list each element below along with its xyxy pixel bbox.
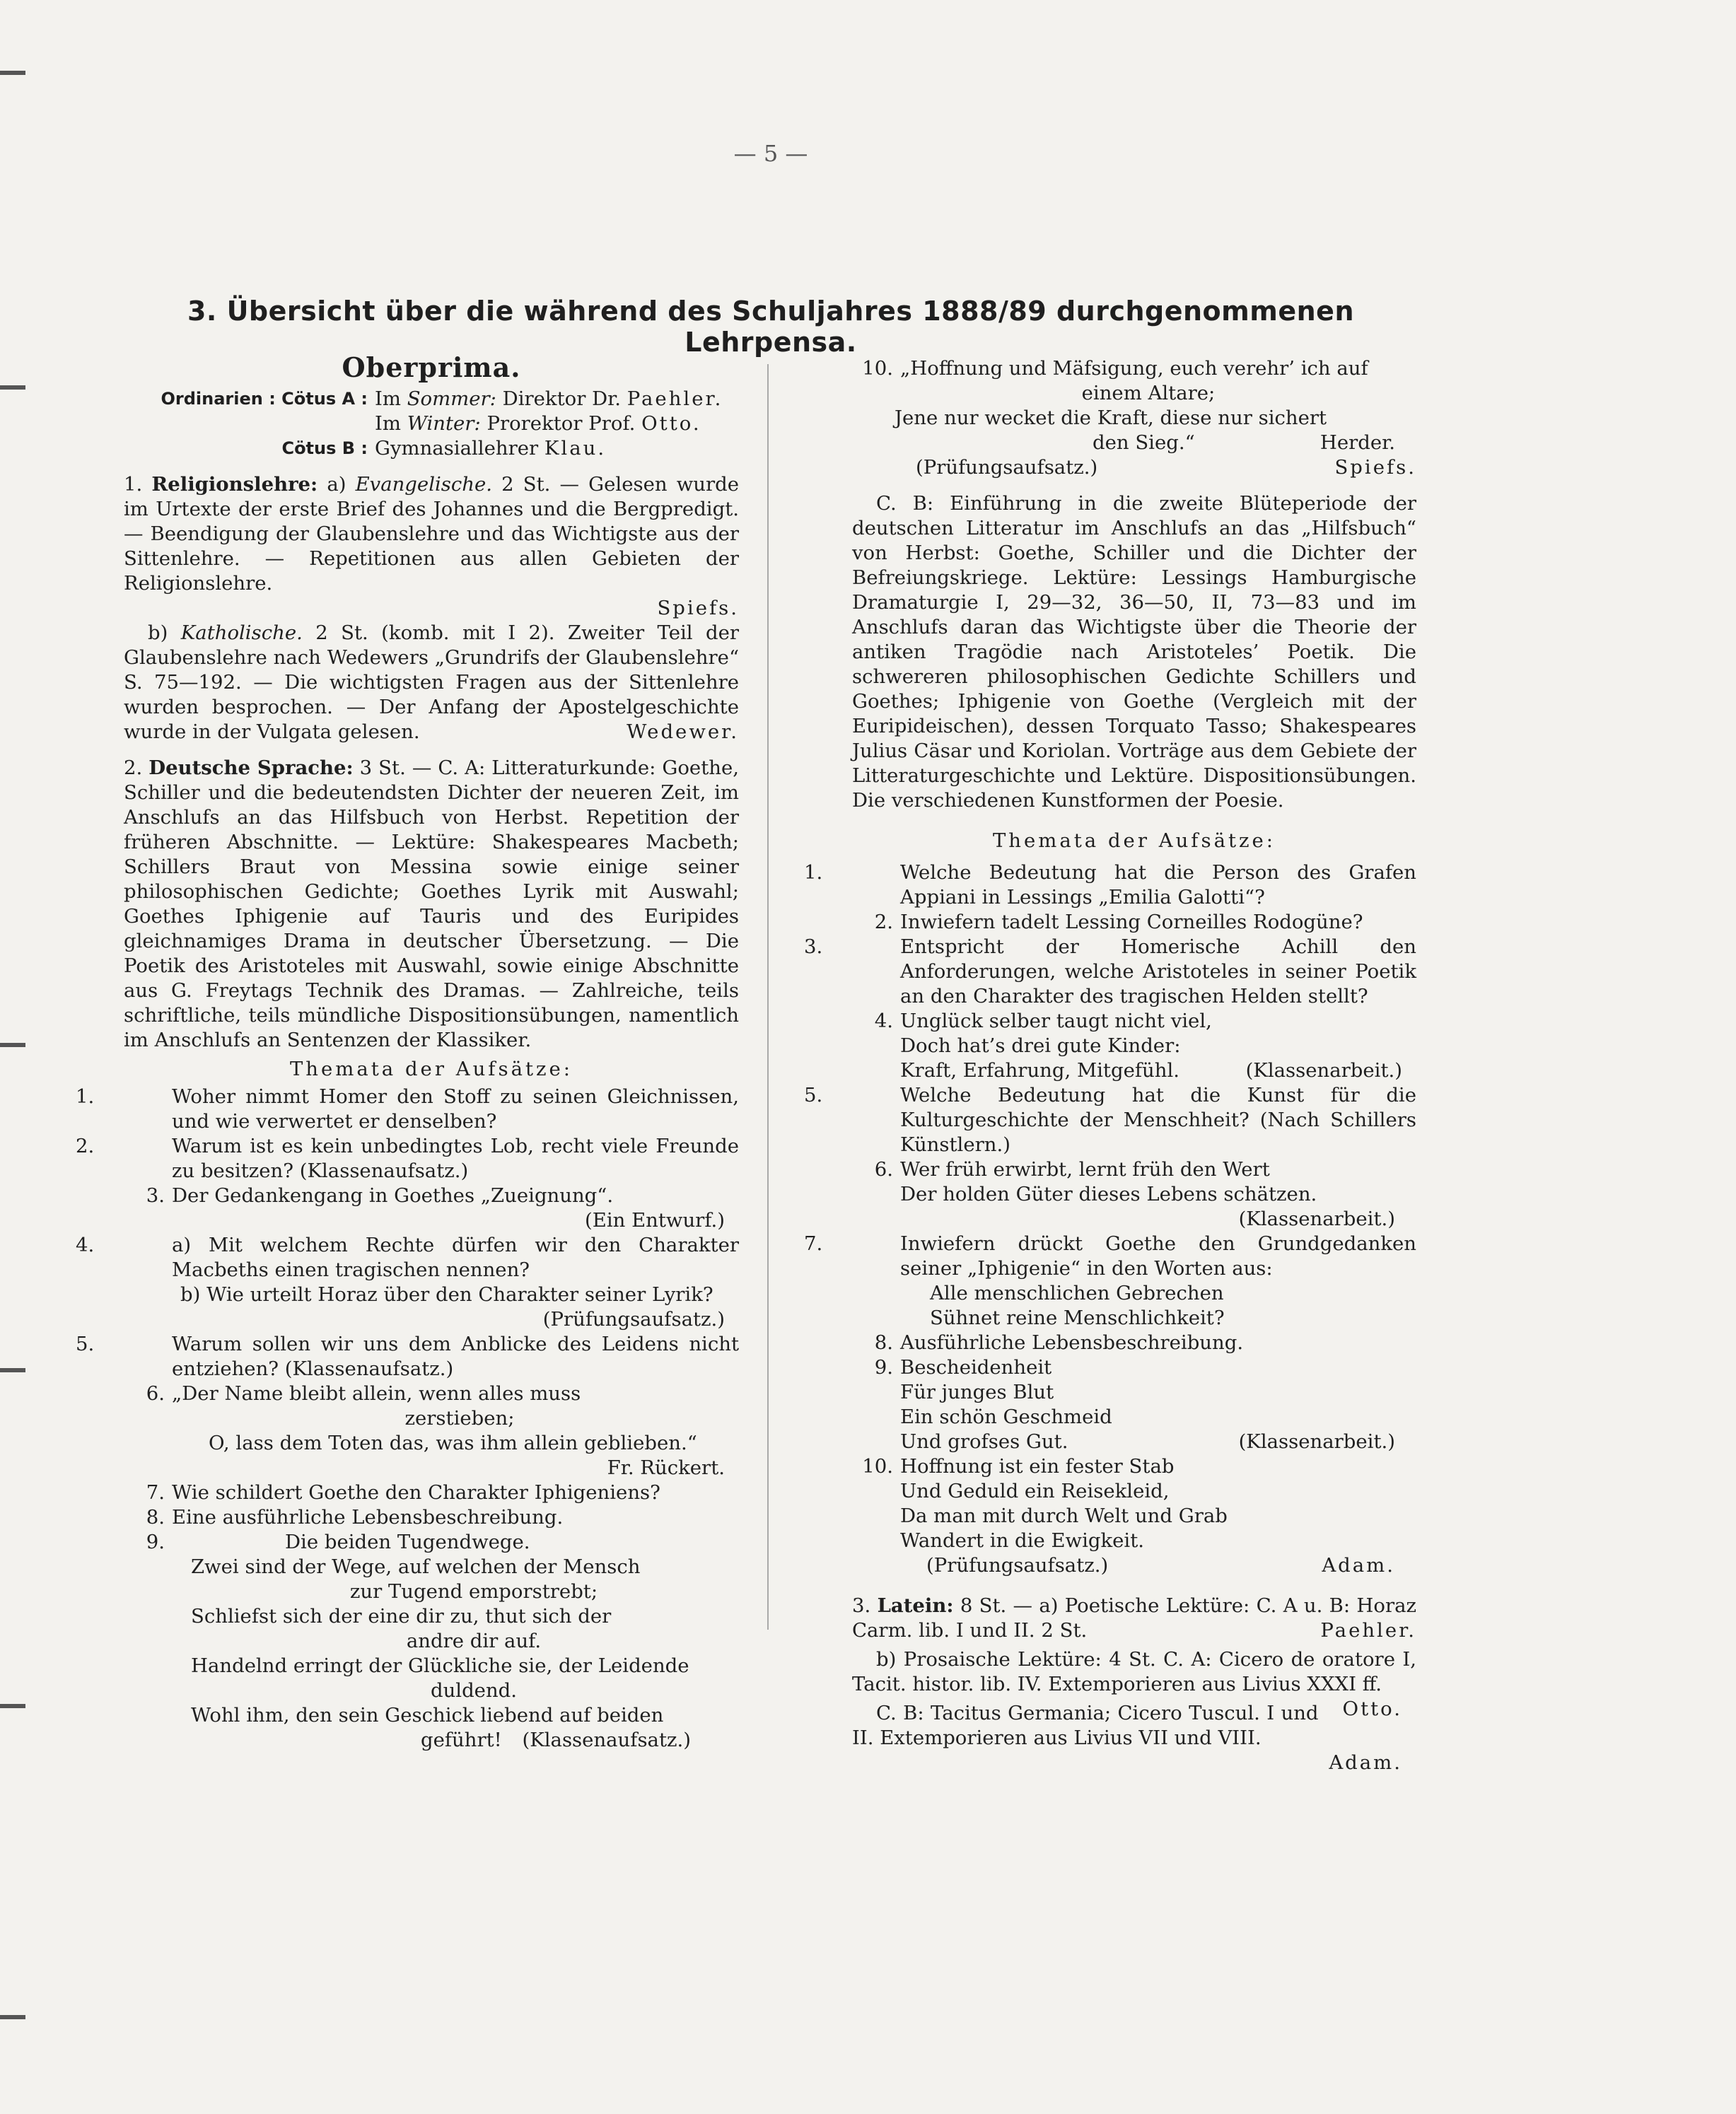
list-item: 8. Eine ausführliche Lebensbeschreibung. bbox=[146, 1506, 564, 1529]
list-item: 10. „Hoffnung und Mäfsigung, euch verehr’ ich auf bbox=[862, 357, 1368, 380]
subject-title: Deutsche Sprache: bbox=[148, 757, 354, 779]
binder-mark bbox=[0, 1704, 25, 1708]
themata-heading: Themata der Aufsätze: bbox=[289, 1058, 573, 1080]
teacher-name: Spiefs. bbox=[657, 597, 739, 619]
teacher-name: Klau. bbox=[544, 437, 607, 460]
religion-section: 1. Religionslehre: a) Evangelische. 2 St. — Gelesen wurde im Urtexte der erste Brief des Johannes und die Bergpredigt. — Beendigung der Glaubenslehre und das Wichtigste aus der Sittenlehre. — Repetitionen aus allen Gebieten der Religionslehre. bbox=[124, 473, 739, 595]
list-item: 1. Welche Bedeutung hat die Person des Grafen Appiani in Lessings „Emilia Galotti“? bbox=[804, 861, 1416, 909]
subject-title: Religionslehre: bbox=[151, 473, 318, 496]
list-item: 2. Warum ist es kein unbedingtes Lob, recht viele Freunde zu besitzen? (Klassenaufsatz.) bbox=[76, 1135, 739, 1182]
themata-list: 1. Woher nimmt Homer den Stoff zu seinen Gleichnissen, und wie verwertet er denselben? 2. Warum ist es kein unbedingtes Lob, recht viele Freunde zu besitzen? (Klassenaufsatz.) 3. Der Gedankengang in Goethes „Zueignung“. (Ein Entwurf.) 4. a) Mit welchem Rechte dürfen wir den Charakter Macbeths einen tragischen nennen? b) Wie urteilt Horaz über den Charakter seiner Lyrik? (Prüfungsaufsatz.) 5. Warum sollen wir uns dem Anblicke des Leidens nicht entziehen? (Klassenaufsatz.) 6. „Der Name bleibt allein, wenn alles muss zerstieben; O, lass dem Toten das, was ihm allein geblieben.“ Fr. Rückert. 7. Wie schildert Goethe den Charakter Iphigeniens? 8. Eine ausführliche Lebensbeschreibung. 9. Die beiden Tugendwege. Zwei sind der Wege, auf welchen der Mensch zur Tugend emporstrebt; Schliefst sich der eine dir zu, thut sich der andre dir auf. Handelnd erringt der Glückliche sie, der Leidende duldend. Wohl ihm, den sein Geschick liebend auf beiden geführt! (Klassenaufsatz.) bbox=[76, 1085, 739, 1751]
list-item: 9. Die beiden Tugendwege. bbox=[146, 1531, 530, 1553]
themata-list: 1. Welche Bedeutung hat die Person des Grafen Appiani in Lessings „Emilia Galotti“? 2. Inwiefern tadelt Lessing Corneilles Rodogüne? 3. Entspricht der Homerische Achill den Anforderungen, welche Aristoteles in seiner Poetik an den Charakter des tragischen Helden stellt? 4. Unglück selber taugt nicht viel, Doch hat’s drei gute Kinder: Kraft, Erfahrung, Mitgefühl. (Klassenarbeit.) 5. Welche Bedeutung hat die Kunst für die Kulturgeschichte der Menschheit? (Nach Schillers Künstlern.) 6. Wer früh erwirbt, lernt früh den Wert Der holden Güter dieses Lebens schätzen. (Klassenarbeit.) 7. Inwiefern drückt Goethe den Grundgedanken seiner „Iphigenie“ in den Worten aus: Alle menschlichen Gebrechen Sühnet reine Menschlichkeit? 8. Ausführliche Lebensbeschreibung. 9. Bescheidenheit Für junges Blut Ein schön Geschmeid Und grofses Gut. (Klassenarbeit.) 10. Hoffnung ist ein fester Stab Und Geduld ein Reisekleid, Da man mit durch Welt und Grab Wandert in die Ewigkeit. (Prüfungsaufsatz.) Adam. bbox=[804, 861, 1416, 1577]
list-item: 9. Bescheidenheit bbox=[874, 1356, 1052, 1379]
cotus-b-label: Cötus B : bbox=[281, 438, 368, 458]
list-item: 2. Inwiefern tadelt Lessing Corneilles Rodogüne? bbox=[874, 911, 1363, 933]
teacher-name: Wedewer. bbox=[627, 720, 739, 743]
deutsch-cb-text: C. B: Einführung in die zweite Blüteperiode der deutschen Litteratur im Anschlufs an das „Hilfsbuch“ von Herbst: Goethe, Schiller und die Dichter der Befreiungskriege. Lektüre: Lessings Hamburgische Dramaturgie I, 29—32, 36—50, II, 73—83 und im Anschlufs daran das Wichtigste über die Theorie der antiken Tragödie nach Aristoteles’ Poetik. Die schwereren philosophischen Gedichte Schillers und Goethes; Iphigenie von Goethe (Vergleich mit der Euripideischen), dessen Torquato Tasso; Shakespeares Julius Cäsar und Koriolan. Vorträge aus dem Gebiete der Litteraturgeschichte und Lektüre. Dispositionsübungen. Die verschiedenen Kunstformen der Poesie. bbox=[852, 492, 1416, 812]
binder-mark bbox=[0, 71, 25, 75]
section-heading: 3. Übersicht über die während des Schuljahres 1888/89 durchgenommenen Lehrpensa. bbox=[187, 296, 1355, 358]
list-item: 7. Inwiefern drückt Goethe den Grundgedanken seiner „Iphigenie“ in den Worten aus: bbox=[804, 1232, 1416, 1280]
teacher-name: Paehler. bbox=[627, 387, 723, 410]
deutsch-section: 2. Deutsche Sprache: 3 St. — C. A: Litteraturkunde: Goethe, Schiller und die bedeutendsten Dichter der neueren Zeit, im Anschlufs an das Hilfsbuch von Herbst. Repetition der früheren Abschnitte. — Lektüre: Shakespeares Macbeth; Schillers Braut von Messina sowie einige seiner philosophischen Gedichte; Goethes Lyrik mit Auswahl; Goethes Iphigenie auf Tauris und des Euripides gleichnamiges Drama in deutscher Übersetzung. — Die Poetik des Aristoteles mit Auswahl, sowie einige Abschnitte aus G. Freytags Technik des Dramas. — Zahlreiche, teils schriftliche, teils mündliche Dispositionsübungen, namentlich im Anschlufs an Sentenzen der Klassiker. bbox=[124, 757, 739, 1051]
latein-b: b) Prosaische Lektüre: 4 St. C. A: Cicero de oratore I, Tacit. histor. lib. IV. Extemporieren aus Livius XXXI ff. Otto. bbox=[852, 1648, 1416, 1720]
binder-mark bbox=[0, 1368, 25, 1372]
religion-b: b) Katholische. 2 St. (komb. mit I 2). Zweiter Teil der Glaubenslehre nach Wedewers „Grundrifs der Glaubenslehre“ S. 75—192. — Die wichtigsten Fragen aus der Sittenlehre wurden besprochen. — Der Anfang der Apostelgeschichte wurde in der Vulgata gelesen. Wedewer. bbox=[124, 621, 739, 743]
list-item: 6. Wer früh erwirbt, lernt früh den Wert bbox=[874, 1158, 1270, 1181]
list-item: 6. „Der Name bleibt allein, wenn alles muss bbox=[146, 1382, 581, 1405]
page-number: — 5 — bbox=[733, 140, 808, 167]
ordinarien-block: Ordinarien : Cötus A : Im Sommer: Direktor Dr. Paehler. Im Winter: Prorektor Prof. Otto. Cötus B : Gymnasiallehrer Klau. bbox=[124, 387, 739, 461]
binder-mark bbox=[0, 385, 25, 390]
latein-cb: C. B: Tacitus Germania; Cicero Tuscul. I und II. Extemporieren aus Livius VII und VIII. bbox=[852, 1702, 1319, 1749]
author-name: Herder. bbox=[1320, 431, 1395, 454]
teacher-name: Otto. bbox=[1342, 1698, 1402, 1720]
teacher-name: Adam. bbox=[1329, 1751, 1402, 1774]
list-item: 5. Warum sollen wir uns dem Anblicke des Leidens nicht entziehen? (Klassenaufsatz.) bbox=[76, 1333, 739, 1380]
list-item: 10. Hoffnung ist ein fester Stab bbox=[862, 1455, 1175, 1478]
teacher-name: Spiefs. bbox=[1334, 456, 1416, 479]
themata-heading: Themata der Aufsätze: bbox=[992, 829, 1276, 852]
list-item: 8. Ausführliche Lebensbeschreibung. bbox=[874, 1331, 1244, 1354]
list-item: 4. Unglück selber taugt nicht viel, bbox=[874, 1010, 1212, 1032]
list-item: 1. Woher nimmt Homer den Stoff zu seinen Gleichnissen, und wie verwertet er denselben? bbox=[76, 1085, 739, 1133]
latein-section: 3. Latein: 8 St. — a) Poetische Lektüre: C. A u. B: Horaz Carm. lib. I und II. 2 St. Paehler. bbox=[852, 1594, 1416, 1642]
column-divider bbox=[767, 364, 769, 1630]
subject-title: Latein: bbox=[877, 1594, 954, 1617]
ordinarien-label: Ordinarien : Cötus A : bbox=[161, 389, 368, 409]
list-item: 5. Welche Bedeutung hat die Kunst für die Kulturgeschichte der Menschheit? (Nach Schillers Künstlern.) bbox=[804, 1084, 1416, 1156]
right-column: 10. „Hoffnung und Mäfsigung, euch verehr’ ich auf einem Altare; Jene nur wecket die Kraft, diese nur sichert den Sieg.“ Herder. (Prüfungsaufsatz.) Spiefs. C. B: Einführung in die zweite Blüteperiode der deutschen Litteratur im Anschlufs an das „Hilfsbuch“ von Herbst: Goethe, Schiller und die Dichter der Befreiungskriege. Lektüre: Lessings Hamburgische Dramaturgie I, 29—32, 36—50, II, 73—83 und im Anschlufs daran das Wichtigste über die Theorie der antiken Tragödie nach Aristoteles’ Poetik. Die schwereren philosophischen Gedichte Schillers und Goethes; Iphigenie von Goethe (Vergleich mit der Euripideischen), dessen Torquato Tasso; Shakespeares Julius Cäsar und Koriolan. Vorträge aus dem Gebiete der Litteraturgeschichte und Lektüre. Dispositionsübungen. Die verschiedenen Kunstformen der Poesie. Themata der Aufsätze: 1. Welche Bedeutung hat die Person des Grafen Appiani in Lessings „Emilia Galotti“? 2. Inwiefern tadelt Lessing Corneilles Rodogüne? 3. Entspricht der Homerische Achill den Anforderungen, welche Aristoteles in seiner Poetik an den Charakter des tragischen Helden stellt? 4. Unglück selber taugt nicht viel, Doch hat’s drei gute Kinder: Kraft, Erfahrung, Mitgefühl. (Klassenarbeit.) 5. Welche Bedeutung hat die Kunst für die Kulturgeschichte der Menschheit? (Nach Schillers Künstlern.) 6. Wer früh erwirbt, lernt früh den Wert Der holden Güter dieses Lebens schätzen. (Klassenarbeit.) 7. Inwiefern drückt Goethe den Grundgedanken seiner „Iphigenie“ in den Worten aus: Alle menschlichen Gebrechen Sühnet reine Menschlichkeit? 8. Ausführliche Lebensbeschreibung. 9. Bescheidenheit Für junges Blut Ein schön Geschmeid Und grofses Gut. (Klassenarbeit.) 10. Hoffnung ist ein fester Stab Und Geduld ein Reisekleid, Da man mit durch Welt und Grab Wandert in die Ewigkeit. (Prüfungsaufsatz.) Adam. 3. Latein: 8 St. — a) Poetische Lektüre: C. A u. B: Horaz Carm. lib. I und II. 2 St. Paehler. b) Prosaische Lektüre: 4 St. C. A: Cicero de oratore I, Tacit. histor. lib. IV. Extemporieren aus Livius XXXI ff. Otto. C. B: Tacitus Germania; Cicero Tuscul. I und II. Extemporieren aus Livius VII und VIII. Adam. bbox=[804, 357, 1416, 1774]
left-column bbox=[76, 351, 739, 1753]
list-item: 3. Der Gedankengang in Goethes „Zueignung“. bbox=[146, 1184, 614, 1207]
list-item: 3. Entspricht der Homerische Achill den Anforderungen, welche Aristoteles in seiner Poetik an den Charakter des tragischen Helden stellt? bbox=[804, 935, 1416, 1008]
author-name: Fr. Rückert. bbox=[607, 1456, 725, 1479]
teacher-name: Otto. bbox=[641, 412, 701, 435]
teacher-name: Adam. bbox=[1322, 1554, 1395, 1577]
binder-mark bbox=[0, 1043, 25, 1047]
list-item: 7. Wie schildert Goethe den Charakter Iphigeniens? bbox=[146, 1481, 660, 1504]
list-item: 4. a) Mit welchem Rechte dürfen wir den Charakter Macbeths einen tragischen nennen? bbox=[76, 1234, 739, 1281]
class-title: Oberprima. bbox=[342, 351, 521, 383]
teacher-name: Paehler. bbox=[1320, 1619, 1416, 1642]
binder-mark bbox=[0, 2015, 25, 2019]
